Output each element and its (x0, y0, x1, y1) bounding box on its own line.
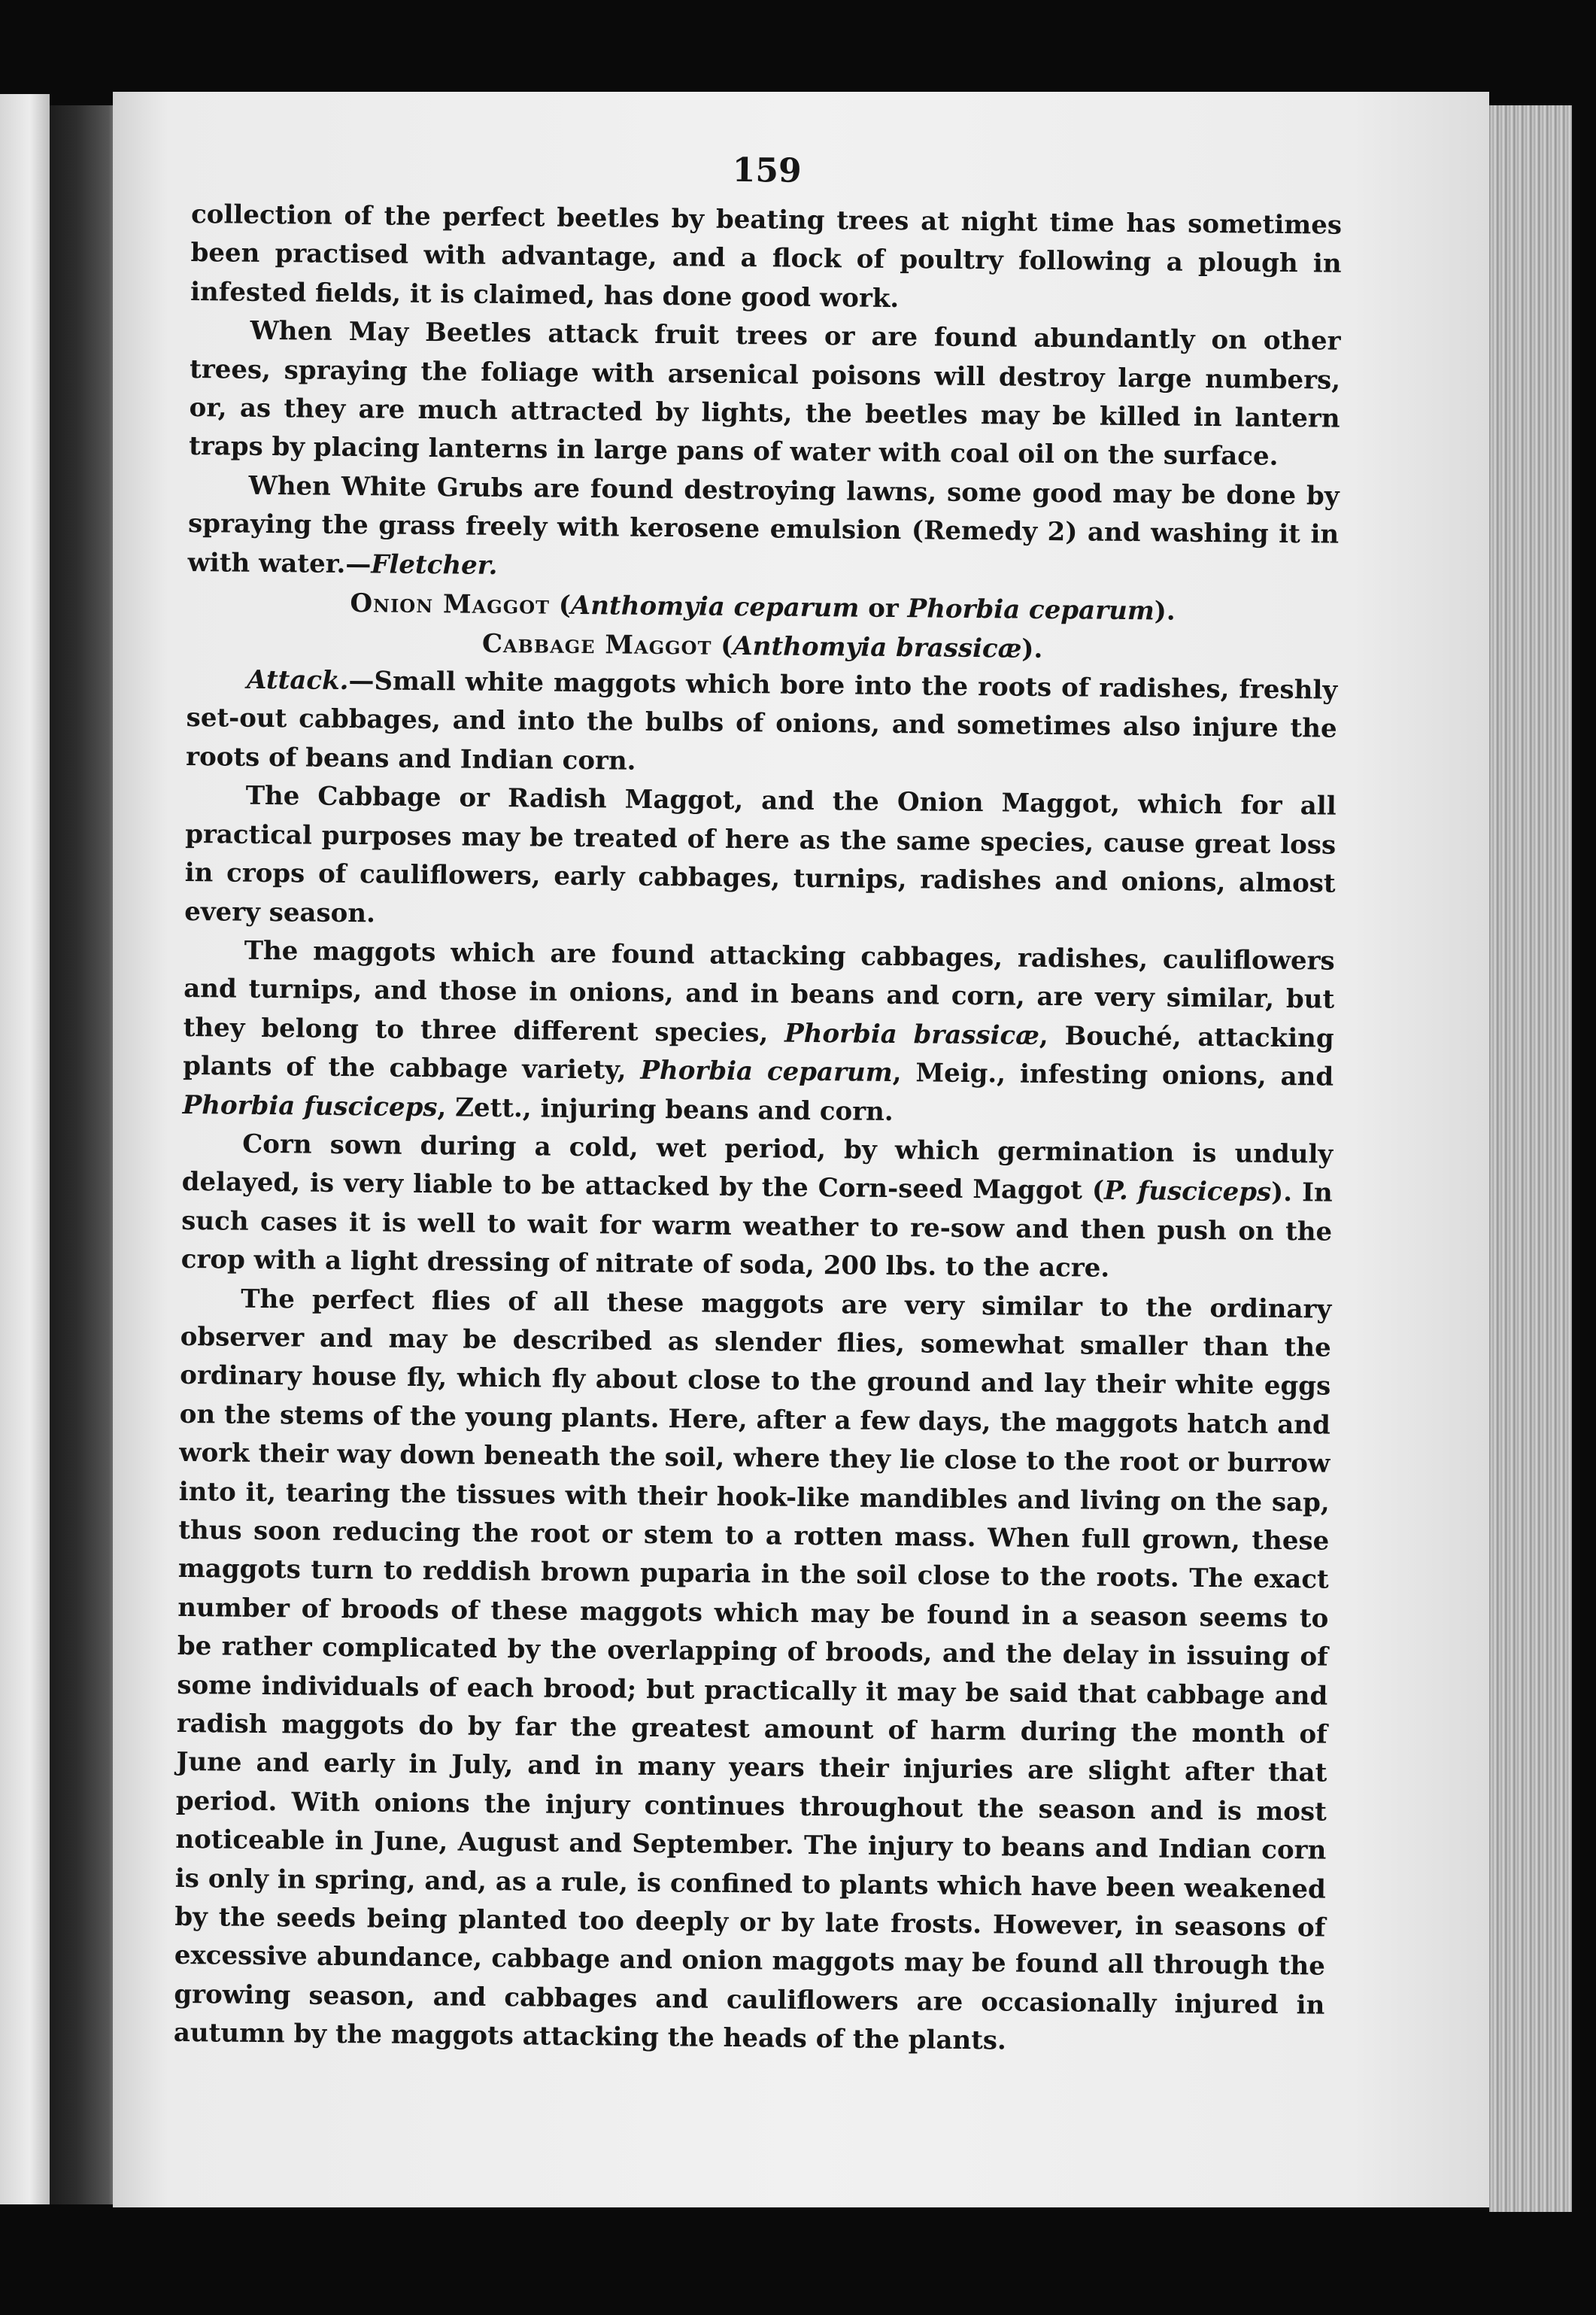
onion-maggot-name: Onion Maggot (350, 588, 551, 621)
species-text-2: , Bouché, attacking plants of the cabbage variety, (183, 1020, 1334, 1086)
species-phorbia-ceparum: Phorbia ceparum (640, 1055, 893, 1089)
paragraph-white-grubs (187, 466, 1339, 594)
onion-maggot-latin-2: Phorbia ceparum (907, 594, 1155, 627)
paragraph-perfect-flies: The perfect flies of all these maggots are very similar to the ordinary observer and may be described as slender flies, somewhat smaller than the ordinary house fly, which fly about close to the ground and lay their white eggs on the stems of the young plants. Here, after a few days, the maggots hatch and work their way down beneath the soil, where they lie close to the root or burrow into it, tearing the tissues with their hook-like mandibles and living on the sap, thus soon reducing the root or stem to a rotten mass. When full grown, these maggots turn to reddish brown puparia in the soil close to the roots. The exact number of broods of these maggots which may be found in a season seems to be rather complicated by the overlapping of broods, and the delay in issuing of some individuals of each brood; but practically it may be said that cabbage and radish maggots do by far the greatest amount of harm during the month of June and early in July, and in many years their injuries are slight after that period. With onions the injury continues throughout the season and is most noticeable in June, August and September. The injury to beans and Indian corn is only in spring, and, as a rule, is confined to plants which have been weakened by the seeds being planted too deeply or by late frosts. However, in seasons of excessive abundance, cabbage and onion maggots may be found all through the growing season, and cabbages and cauliflowers are occasionally injured in autumn by the maggots attacking the heads of the plants. (173, 1284, 1332, 2056)
fletcher-attribution: Fletcher. (371, 548, 498, 581)
paragraph-corn-seed-maggot (181, 1125, 1333, 1290)
heading2-open-paren: ( (712, 630, 733, 661)
page-edges (1489, 105, 1572, 2212)
heading1-open-paren: ( (549, 590, 572, 621)
species-text-1: The maggots which are found attacking cabbages, radishes, cauliflowers and turnips, and those in onions, and in beans and corn, are very similar, but they belong to three different species, (183, 935, 1335, 1049)
species-text-3: , Meig., infesting onions, and (892, 1058, 1334, 1092)
cabbage-maggot-latin: Anthomyia brassicæ (733, 630, 1022, 664)
paragraph-cabbage-radish-maggot: The Cabbage or Radish Maggot, and the Onion Maggot, which for all practical purposes may be treated of here as the same species, cause great loss in crops of cauliflowers, early cabbages, turnips, radishes and onions, almost every season. (184, 781, 1337, 928)
heading1-or: or (859, 593, 908, 624)
corn-text-2: ). In such cases it is well to wait for warm weather to re-sow and then push on the crop with a light dressing of nitrate of soda, 200 lbs. to the acre. (181, 1177, 1333, 1284)
species-phorbia-brassicae: Phorbia brassicæ (784, 1018, 1040, 1051)
species-text-4: , Zett., injuring beans and corn. (437, 1092, 894, 1127)
species-phorbia-fusciceps: Phorbia fusciceps (182, 1089, 438, 1123)
page-number: 159 (732, 150, 802, 190)
cabbage-maggot-name: Cabbage Maggot (481, 628, 712, 661)
paragraph-species (182, 931, 1334, 1136)
attack-label: Attack. (246, 664, 349, 697)
white-grubs-text: When White Grubs are found destroying lawns, some good may be done by spraying the grass freely with kerosene emulsion (Remedy 2) and washing it in with water.— (187, 470, 1340, 579)
onion-maggot-latin-1: Anthomyia ceparum (570, 590, 860, 624)
heading2-close-paren: ). (1021, 633, 1043, 664)
paragraph-may-beetles: When May Beetles attack fruit trees or are found abundantly on other trees, spraying the foliage with arsenical poisons will destroy large numbers, or, as they are much attracted by lights, the beetles may be killed in lantern traps by placing lanterns in large pans of water with coal oil on the surface. (188, 315, 1341, 472)
paragraph-attack (186, 661, 1337, 788)
page-text (172, 143, 1343, 2186)
book-gutter-shadow (50, 105, 119, 2204)
paragraph-beetle-collection: collection of the perfect beetles by beating trees at night time has sometimes been practised with advantage, and a flock of poultry following a plough in infested fields, it is claimed, has done good work. (190, 199, 1343, 314)
corn-species-p-fusciceps: P. fusciceps (1103, 1176, 1272, 1208)
previous-page-sliver (0, 94, 50, 2204)
attack-text: —Small white maggots which bore into the roots of radishes, freshly set-out cabbages, and into the bulbs of onions, and sometimes also injure the roots of beans and Indian corn. (185, 666, 1338, 776)
heading1-close-paren: ). (1154, 596, 1176, 627)
corn-text-1: Corn sown during a cold, wet period, by which germination is unduly delayed, is very liable to be attacked by the Corn-seed Maggot ( (181, 1129, 1334, 1207)
